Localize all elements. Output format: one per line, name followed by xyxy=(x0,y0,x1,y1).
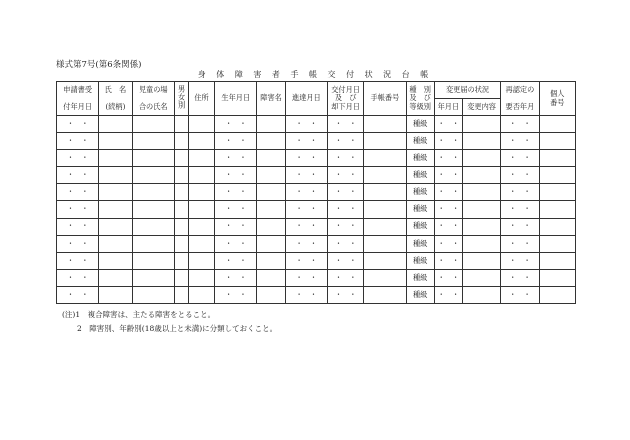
cell-handbook-number xyxy=(364,133,406,150)
cell-handbook-number xyxy=(364,235,406,252)
table-row xyxy=(57,167,576,184)
cell-personal-number xyxy=(539,133,575,150)
cell-disability-name xyxy=(257,218,285,235)
cell-disability-name xyxy=(257,150,285,167)
header-issue-date: 交付月日 及 び 却下月日 xyxy=(327,82,363,116)
cell-recert: ・ ・ xyxy=(501,201,539,218)
cell-disability-name xyxy=(257,269,285,286)
cell-address xyxy=(188,201,214,218)
cell-grade: 種級 xyxy=(406,252,434,269)
cell-change-content xyxy=(462,218,500,235)
cell-change-content xyxy=(462,184,500,201)
cell-change-content xyxy=(462,235,500,252)
cell-transmit-date: ・ ・ xyxy=(285,269,327,286)
table-row xyxy=(57,269,576,286)
note-1: (注)1 複合障害は、主たる障害をとること。 xyxy=(62,310,216,319)
cell-application-date: ・ ・ xyxy=(57,235,99,252)
cell-transmit-date: ・ ・ xyxy=(285,252,327,269)
cell-issue-date: ・ ・ xyxy=(327,167,363,184)
cell-handbook-number xyxy=(364,201,406,218)
cell-birth-date: ・ ・ xyxy=(215,269,257,286)
header-recert: 再認定の 要否年月 xyxy=(501,82,539,116)
cell-issue-date: ・ ・ xyxy=(327,150,363,167)
cell-grade: 種級 xyxy=(406,167,434,184)
cell-transmit-date: ・ ・ xyxy=(285,184,327,201)
cell-address xyxy=(188,235,214,252)
cell-name xyxy=(99,133,132,150)
cell-grade: 種級 xyxy=(406,184,434,201)
cell-disability-name xyxy=(257,286,285,303)
cell-child-name xyxy=(132,184,174,201)
cell-issue-date: ・ ・ xyxy=(327,218,363,235)
cell-change-content xyxy=(462,269,500,286)
cell-change-date: ・ ・ xyxy=(434,184,462,201)
cell-transmit-date: ・ ・ xyxy=(285,133,327,150)
cell-child-name xyxy=(132,286,174,303)
cell-change-content xyxy=(462,116,500,133)
cell-personal-number xyxy=(539,269,575,286)
cell-child-name xyxy=(132,269,174,286)
cell-child-name xyxy=(132,133,174,150)
header-application-date: 申請書受 付年月日 xyxy=(57,82,99,116)
cell-transmit-date: ・ ・ xyxy=(285,201,327,218)
cell-grade: 種級 xyxy=(406,286,434,303)
cell-change-content xyxy=(462,150,500,167)
cell-address xyxy=(188,252,214,269)
cell-personal-number xyxy=(539,201,575,218)
cell-birth-date: ・ ・ xyxy=(215,252,257,269)
cell-address xyxy=(188,218,214,235)
cell-issue-date: ・ ・ xyxy=(327,252,363,269)
table-row xyxy=(57,150,576,167)
cell-issue-date: ・ ・ xyxy=(327,286,363,303)
cell-transmit-date: ・ ・ xyxy=(285,150,327,167)
cell-disability-name xyxy=(257,201,285,218)
cell-name xyxy=(99,167,132,184)
table-row xyxy=(57,184,576,201)
cell-change-date: ・ ・ xyxy=(434,252,462,269)
table-row xyxy=(57,201,576,218)
cell-name xyxy=(99,252,132,269)
cell-handbook-number xyxy=(364,252,406,269)
cell-transmit-date: ・ ・ xyxy=(285,116,327,133)
cell-recert: ・ ・ xyxy=(501,235,539,252)
header-name: 氏 名 (続柄) xyxy=(99,82,132,116)
cell-application-date: ・ ・ xyxy=(57,150,99,167)
cell-disability-name xyxy=(257,252,285,269)
cell-change-date: ・ ・ xyxy=(434,116,462,133)
cell-application-date: ・ ・ xyxy=(57,218,99,235)
cell-application-date: ・ ・ xyxy=(57,167,99,184)
cell-personal-number xyxy=(539,150,575,167)
cell-child-name xyxy=(132,235,174,252)
table-row xyxy=(57,116,576,133)
cell-issue-date: ・ ・ xyxy=(327,235,363,252)
cell-change-content xyxy=(462,167,500,184)
cell-address xyxy=(188,269,214,286)
cell-sex xyxy=(174,252,188,269)
cell-personal-number xyxy=(539,116,575,133)
cell-personal-number xyxy=(539,167,575,184)
ledger-title: 身 体 障 害 者 手 帳 交 付 状 況 台 帳 xyxy=(197,70,433,79)
cell-personal-number xyxy=(539,218,575,235)
cell-application-date: ・ ・ xyxy=(57,116,99,133)
cell-sex xyxy=(174,116,188,133)
cell-birth-date: ・ ・ xyxy=(215,201,257,218)
cell-grade: 種級 xyxy=(406,269,434,286)
cell-change-date: ・ ・ xyxy=(434,167,462,184)
cell-application-date: ・ ・ xyxy=(57,286,99,303)
notes xyxy=(62,308,277,336)
cell-recert: ・ ・ xyxy=(501,269,539,286)
cell-birth-date: ・ ・ xyxy=(215,218,257,235)
cell-recert: ・ ・ xyxy=(501,133,539,150)
cell-name xyxy=(99,150,132,167)
cell-birth-date: ・ ・ xyxy=(215,116,257,133)
cell-recert: ・ ・ xyxy=(501,167,539,184)
cell-grade: 種級 xyxy=(406,201,434,218)
cell-sex xyxy=(174,218,188,235)
cell-child-name xyxy=(132,252,174,269)
cell-child-name xyxy=(132,150,174,167)
cell-change-date: ・ ・ xyxy=(434,235,462,252)
cell-change-date: ・ ・ xyxy=(434,150,462,167)
header-change-notice: 変更届の状況 xyxy=(434,82,501,99)
cell-change-date: ・ ・ xyxy=(434,286,462,303)
header-change-date: 年月日 xyxy=(434,99,462,116)
cell-personal-number xyxy=(539,252,575,269)
cell-handbook-number xyxy=(364,184,406,201)
cell-change-content xyxy=(462,252,500,269)
cell-change-content xyxy=(462,133,500,150)
cell-application-date: ・ ・ xyxy=(57,269,99,286)
cell-handbook-number xyxy=(364,150,406,167)
header-address: 住所 xyxy=(188,82,214,116)
cell-recert: ・ ・ xyxy=(501,252,539,269)
cell-handbook-number xyxy=(364,116,406,133)
header-row-1 xyxy=(57,82,576,99)
cell-address xyxy=(188,286,214,303)
cell-sex xyxy=(174,269,188,286)
cell-sex xyxy=(174,286,188,303)
table-row xyxy=(57,133,576,150)
cell-name xyxy=(99,286,132,303)
cell-application-date: ・ ・ xyxy=(57,201,99,218)
cell-grade: 種級 xyxy=(406,218,434,235)
cell-address xyxy=(188,167,214,184)
header-birth-date: 生年月日 xyxy=(215,82,257,116)
cell-child-name xyxy=(132,218,174,235)
cell-transmit-date: ・ ・ xyxy=(285,286,327,303)
header-disability-name: 障害名 xyxy=(257,82,285,116)
cell-name xyxy=(99,269,132,286)
cell-sex xyxy=(174,201,188,218)
cell-address xyxy=(188,184,214,201)
cell-recert: ・ ・ xyxy=(501,116,539,133)
header-grade: 種 別 及 び 等級別 xyxy=(406,82,434,116)
cell-sex xyxy=(174,184,188,201)
cell-application-date: ・ ・ xyxy=(57,184,99,201)
cell-transmit-date: ・ ・ xyxy=(285,218,327,235)
cell-birth-date: ・ ・ xyxy=(215,184,257,201)
cell-personal-number xyxy=(539,235,575,252)
cell-sex xyxy=(174,150,188,167)
table-row xyxy=(57,218,576,235)
note-2: 2 障害別、年齢別(18歳以上と未満)に分類しておくこと。 xyxy=(62,324,278,333)
cell-change-content xyxy=(462,201,500,218)
cell-recert: ・ ・ xyxy=(501,286,539,303)
cell-grade: 種級 xyxy=(406,150,434,167)
cell-child-name xyxy=(132,201,174,218)
cell-sex xyxy=(174,133,188,150)
cell-birth-date: ・ ・ xyxy=(215,133,257,150)
cell-birth-date: ・ ・ xyxy=(215,167,257,184)
cell-disability-name xyxy=(257,133,285,150)
cell-change-date: ・ ・ xyxy=(434,201,462,218)
cell-sex xyxy=(174,167,188,184)
cell-name xyxy=(99,235,132,252)
cell-child-name xyxy=(132,167,174,184)
header-handbook-number: 手帳番号 xyxy=(364,82,406,116)
cell-grade: 種級 xyxy=(406,116,434,133)
cell-child-name xyxy=(132,116,174,133)
cell-birth-date: ・ ・ xyxy=(215,235,257,252)
cell-grade: 種級 xyxy=(406,235,434,252)
header-sex: 男女別 xyxy=(174,82,188,116)
header-change-content: 変更内容 xyxy=(462,99,500,116)
cell-address xyxy=(188,150,214,167)
table-row xyxy=(57,235,576,252)
form-number-label: 様式第7号(第6条関係) xyxy=(56,60,142,70)
table-row xyxy=(57,252,576,269)
cell-name xyxy=(99,218,132,235)
table-row xyxy=(57,286,576,303)
cell-change-date: ・ ・ xyxy=(434,269,462,286)
cell-issue-date: ・ ・ xyxy=(327,116,363,133)
cell-recert: ・ ・ xyxy=(501,184,539,201)
cell-personal-number xyxy=(539,184,575,201)
cell-change-content xyxy=(462,286,500,303)
cell-application-date: ・ ・ xyxy=(57,133,99,150)
header-transmit-date: 進達月日 xyxy=(285,82,327,116)
cell-name xyxy=(99,184,132,201)
cell-change-date: ・ ・ xyxy=(434,133,462,150)
cell-change-date: ・ ・ xyxy=(434,218,462,235)
cell-handbook-number xyxy=(364,218,406,235)
header-child-name: 児童の場 合の氏名 xyxy=(132,82,174,116)
cell-transmit-date: ・ ・ xyxy=(285,167,327,184)
cell-issue-date: ・ ・ xyxy=(327,133,363,150)
cell-grade: 種級 xyxy=(406,133,434,150)
cell-personal-number xyxy=(539,286,575,303)
cell-birth-date: ・ ・ xyxy=(215,286,257,303)
cell-disability-name xyxy=(257,116,285,133)
cell-recert: ・ ・ xyxy=(501,150,539,167)
cell-handbook-number xyxy=(364,167,406,184)
cell-sex xyxy=(174,235,188,252)
cell-issue-date: ・ ・ xyxy=(327,201,363,218)
ledger-table xyxy=(56,81,576,304)
cell-handbook-number xyxy=(364,286,406,303)
cell-recert: ・ ・ xyxy=(501,218,539,235)
cell-address xyxy=(188,133,214,150)
cell-disability-name xyxy=(257,167,285,184)
ledger-body xyxy=(57,116,576,304)
cell-birth-date: ・ ・ xyxy=(215,150,257,167)
cell-address xyxy=(188,116,214,133)
cell-disability-name xyxy=(257,184,285,201)
cell-issue-date: ・ ・ xyxy=(327,184,363,201)
cell-issue-date: ・ ・ xyxy=(327,269,363,286)
cell-disability-name xyxy=(257,235,285,252)
cell-transmit-date: ・ ・ xyxy=(285,235,327,252)
cell-application-date: ・ ・ xyxy=(57,252,99,269)
cell-handbook-number xyxy=(364,269,406,286)
cell-name xyxy=(99,201,132,218)
cell-name xyxy=(99,116,132,133)
header-personal-number: 個人 番号 xyxy=(539,82,575,116)
